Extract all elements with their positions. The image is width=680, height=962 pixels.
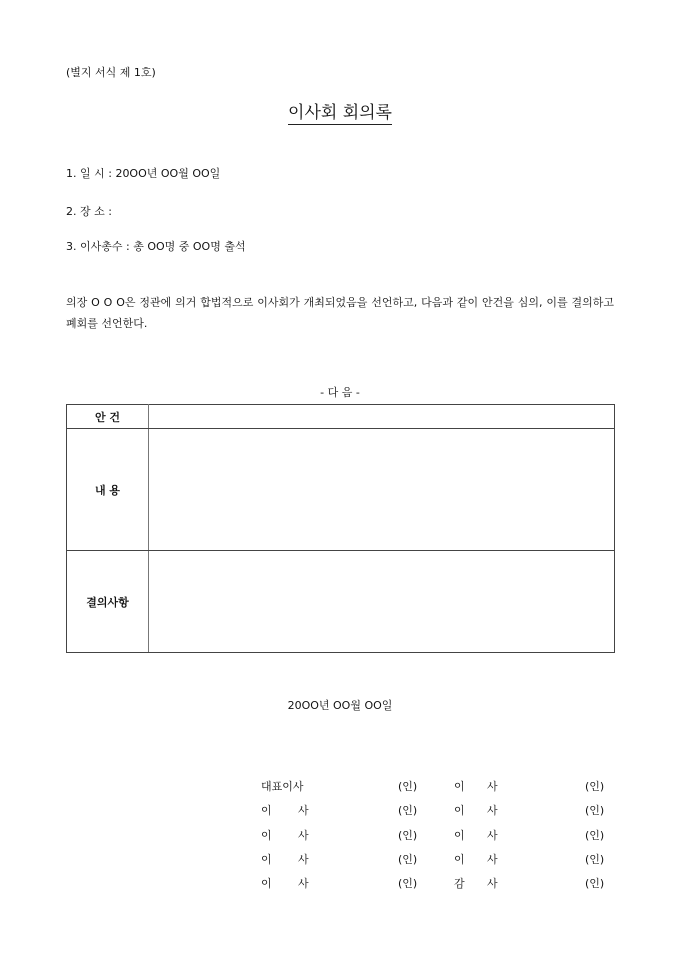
resolution-label: 결의사항 — [67, 551, 149, 653]
signature-title: 이 — [261, 853, 272, 866]
agenda-cell — [149, 405, 615, 429]
item-place: 2. 장 소 : — [66, 205, 112, 218]
signature-title: 이 — [454, 780, 465, 793]
title-text: 이사회 회의록 — [288, 103, 392, 123]
seal-mark: (인) — [398, 877, 418, 890]
signature-title-suffix: 사 — [487, 829, 498, 842]
signature-title-suffix: 사 — [487, 804, 498, 817]
seal-mark: (인) — [585, 877, 605, 890]
meeting-date: 20OO년 OO월 OO일 — [287, 699, 393, 712]
signature-title-suffix: 사 — [298, 877, 309, 890]
seal-mark: (인) — [398, 780, 418, 793]
seal-mark: (인) — [585, 853, 605, 866]
content-row — [67, 429, 615, 551]
resolution-row — [67, 551, 615, 653]
agenda-row — [67, 405, 615, 429]
seal-mark: (인) — [398, 829, 418, 842]
signature-title: 이 — [454, 804, 465, 817]
signature-title-suffix: 사 — [487, 877, 498, 890]
item-datetime: 1. 일 시 : 20OO년 OO월 OO일 — [66, 167, 221, 180]
signature-title-suffix: 사 — [298, 804, 309, 817]
agenda-label: 안 건 — [67, 405, 149, 429]
signature-title: 대표이사 — [261, 780, 304, 793]
content-cell — [149, 429, 615, 551]
resolution-cell — [149, 551, 615, 653]
signature-title-suffix: 사 — [298, 853, 309, 866]
signature-title-suffix: 사 — [298, 829, 309, 842]
daeum-heading: - 다 음 - — [320, 386, 360, 399]
seal-mark: (인) — [585, 829, 605, 842]
minutes-table — [66, 404, 615, 653]
item-directors: 3. 이사총수 : 총 OO명 중 OO명 출석 — [66, 240, 246, 253]
declaration-paragraph: 의장 O O O은 정관에 의거 합법적으로 이사회가 개최되었음을 선언하고, 다음과 같이 안건을 심의, 이를 결의하고 폐회를 선언한다. — [66, 296, 614, 330]
signature-title-suffix: 사 — [487, 780, 498, 793]
signature-title-suffix: 사 — [487, 853, 498, 866]
seal-mark: (인) — [585, 780, 605, 793]
seal-mark: (인) — [585, 804, 605, 817]
signature-title: 이 — [454, 853, 465, 866]
signature-title: 이 — [454, 829, 465, 842]
signature-title: 감 — [454, 877, 465, 890]
seal-mark: (인) — [398, 804, 418, 817]
document-title — [0, 98, 680, 123]
form-number: (별지 서식 제 1호) — [66, 66, 156, 79]
signature-title: 이 — [261, 829, 272, 842]
signature-title: 이 — [261, 804, 272, 817]
seal-mark: (인) — [398, 853, 418, 866]
content-label: 내 용 — [67, 429, 149, 551]
signature-title: 이 — [261, 877, 272, 890]
